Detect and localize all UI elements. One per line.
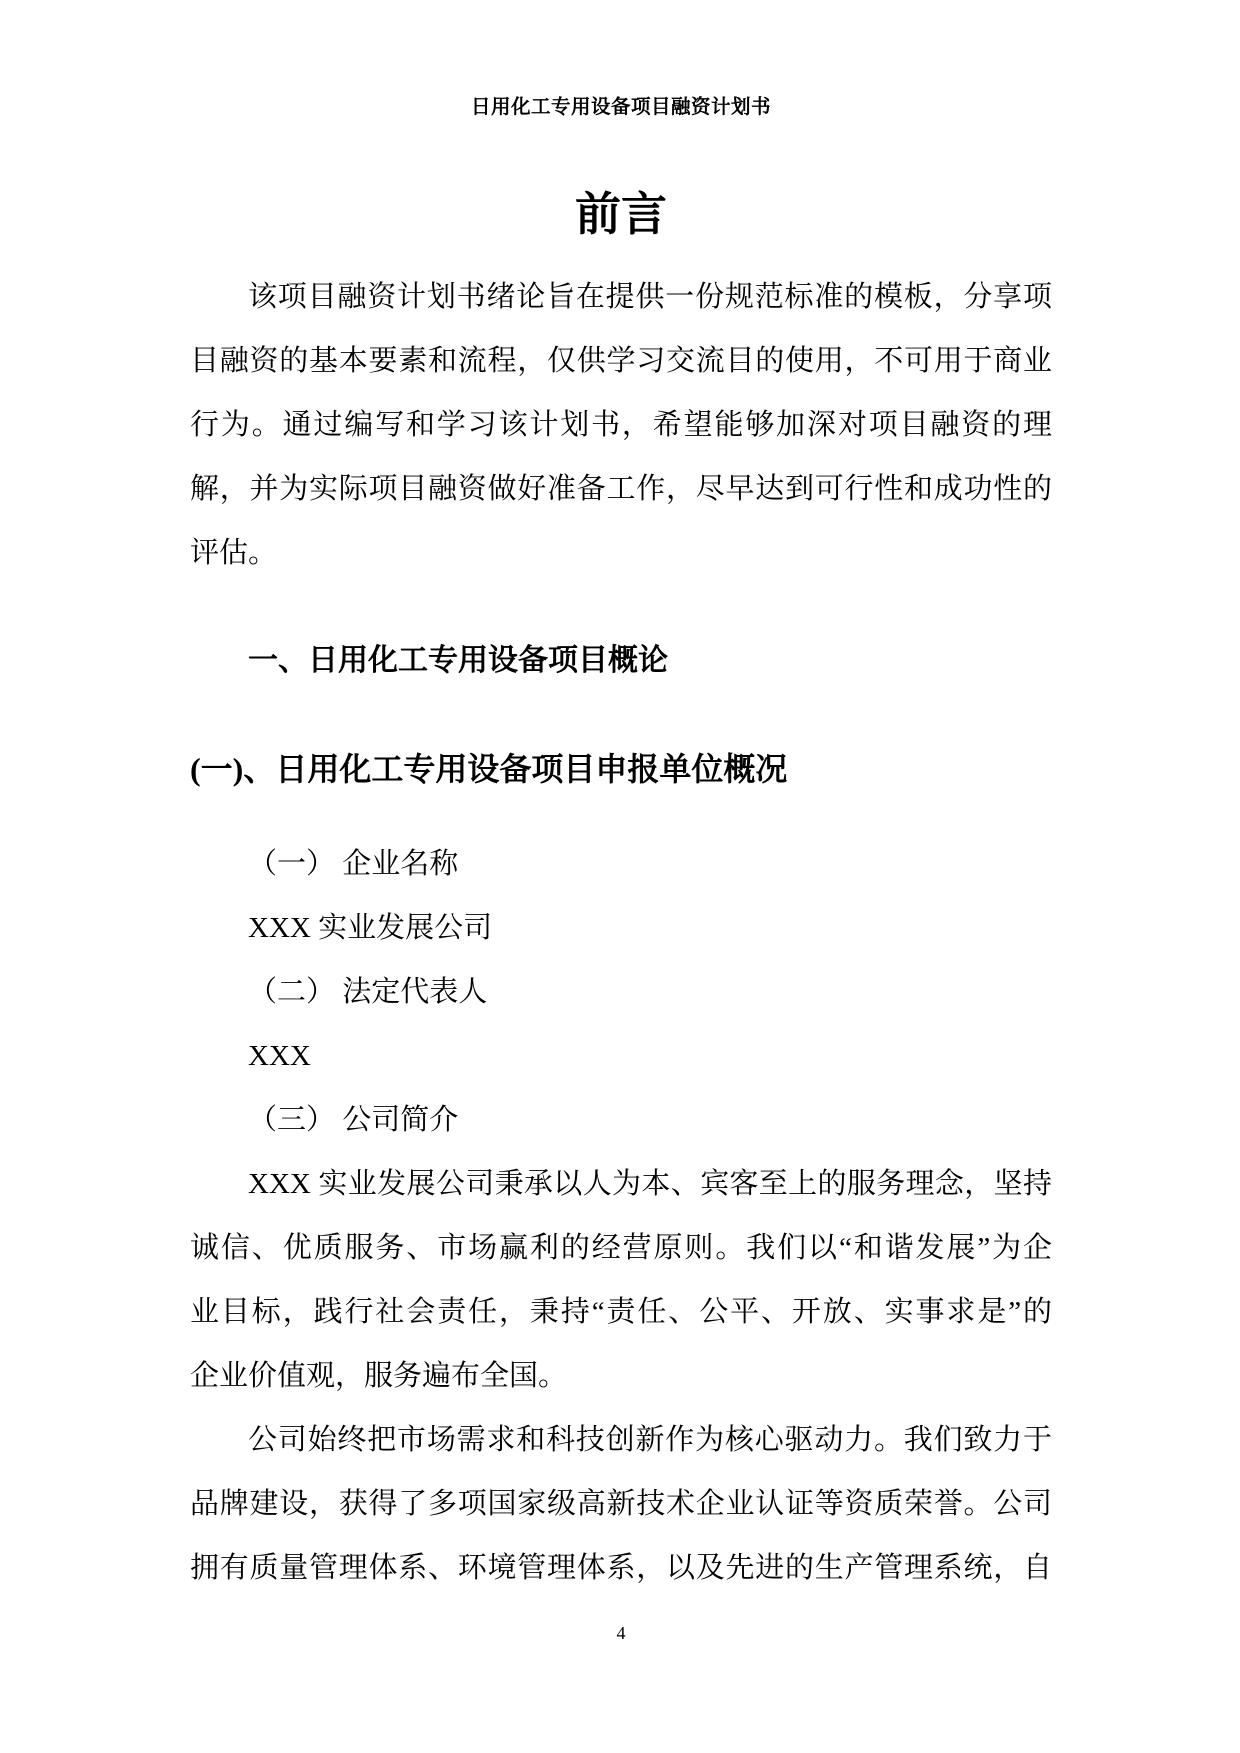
paragraph-line: XXX 实业发展公司秉承以人为本、宾客至上的服务理念，坚持: [248, 1168, 1052, 1200]
paragraph-line: 行为。通过编写和学习该计划书，希望能够加深对项目融资的理: [190, 409, 1052, 441]
list-item-enterprise-name-label: （一） 企业名称: [248, 848, 459, 880]
company-profile-paragraph: [190, 1152, 1052, 1408]
paragraph-line: 品牌建设，获得了多项国家级高新技术企业认证等资质荣誉。公司: [190, 1488, 1052, 1520]
paragraph-line: 公司始终把市场需求和科技创新作为核心驱动力。我们致力于: [248, 1424, 1052, 1456]
section-heading: (一)、日用化工专用设备项目申报单位概况: [190, 751, 788, 787]
paragraph-line: 该项目融资计划书绪论旨在提供一份规范标准的模板，分享项: [248, 281, 1052, 313]
paragraph-line: 企业价值观，服务遍布全国。: [190, 1360, 568, 1392]
page-title: 前言: [575, 189, 667, 240]
list-item-legal-representative-label: （二） 法定代表人: [248, 976, 488, 1008]
page-number: 4: [616, 1623, 626, 1643]
intro-paragraph: [190, 265, 1052, 585]
paragraph-line: 诚信、优质服务、市场赢利的经营原则。我们以“和谐发展”为企: [190, 1232, 1052, 1264]
applicant-info-list: [190, 832, 1052, 1152]
list-item-company-profile-label: （三） 公司简介: [248, 1104, 459, 1136]
paragraph-line: 拥有质量管理体系、环境管理体系，以及先进的生产管理系统，自: [190, 1552, 1052, 1584]
list-item-enterprise-name-value: XXX 实业发展公司: [248, 912, 493, 944]
document-header-title: 日用化工专用设备项目融资计划书: [470, 97, 771, 118]
chapter-heading: 一、日用化工专用设备项目概论: [248, 644, 668, 677]
paragraph-line: 解，并为实际项目融资做好准备工作，尽早达到可行性和成功性的: [190, 473, 1052, 505]
company-strength-paragraph: [190, 1408, 1052, 1600]
list-item-legal-representative-value: XXX: [248, 1040, 311, 1072]
paragraph-line: 业目标，践行社会责任，秉持“责任、公平、开放、实事求是”的: [190, 1296, 1052, 1328]
paragraph-line: 目融资的基本要素和流程，仅供学习交流目的使用，不可用于商业: [190, 345, 1052, 377]
paragraph-line: 评估。: [190, 537, 278, 569]
